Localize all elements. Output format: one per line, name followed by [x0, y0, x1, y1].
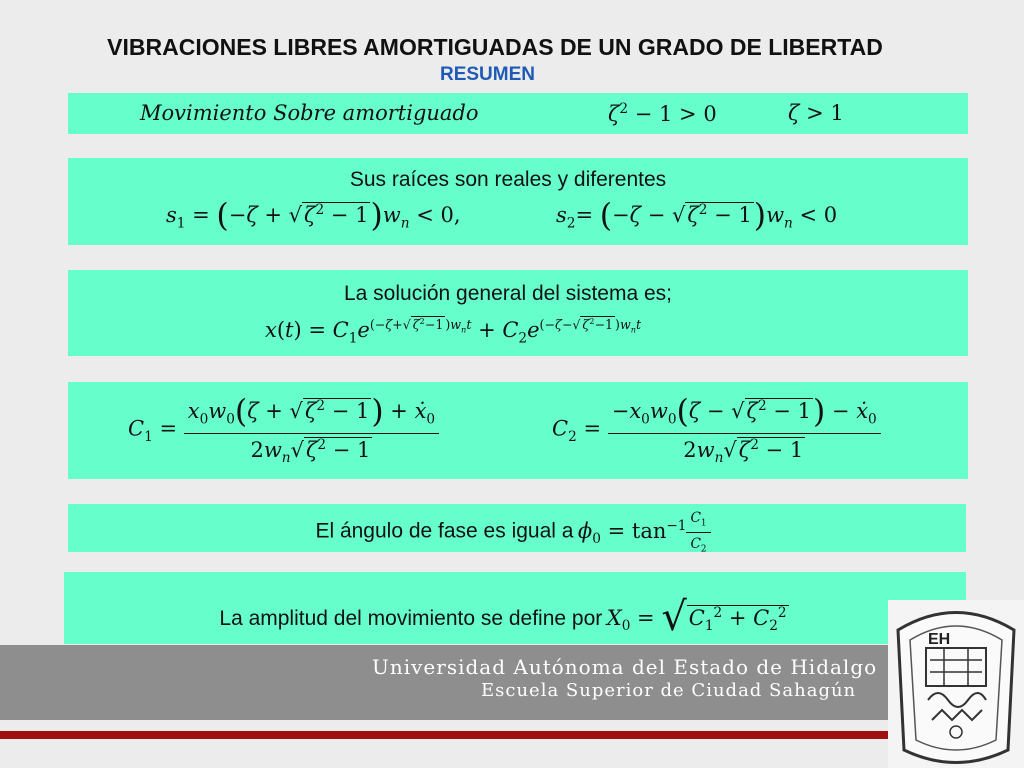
- amplitude-equation: $X_0 = √C_1^2 + C_2^2$: [606, 594, 787, 640]
- footer-accent-line: [0, 731, 890, 739]
- phase-angle-box: [68, 504, 966, 555]
- phase-line: [68, 510, 958, 554]
- page-title: VIBRACIONES LIBRES AMORTIGUADAS DE UN GRADO DE LIBERTAD: [107, 34, 883, 60]
- roots-box: [68, 158, 968, 245]
- root-s1-equation: $s_1 = (-\zeta + √\zeta^2 - 1)w_n < 0$,: [166, 198, 461, 234]
- constants-box: [68, 382, 968, 479]
- phase-label: El ángulo de fase es igual a: [315, 519, 574, 543]
- root-s2-equation: $s_2= (-\zeta - √\zeta^2 - 1)w_n < 0$: [556, 198, 838, 234]
- case-label: Movimiento Sobre amortiguado: [140, 101, 479, 125]
- amplitude-label: La amplitud del movimiento se define por: [219, 607, 603, 631]
- condition-zeta: ζ > 1: [788, 101, 844, 125]
- amplitude-line: [64, 594, 944, 640]
- condition-zeta-squared: $\zeta^2 - 1 > 0$: [608, 101, 717, 126]
- phase-equation: $\phi_0 = \tan^{-1}$ $\frac{C_1}{C_2}$: [578, 519, 711, 543]
- solution-label: La solución general del sistema es;: [343, 282, 673, 305]
- c1-equation: $C_1$ = $\frac{x_0w_0(\zeta + √\zeta^2 - 1) + ẋ_0}{2w_n√\zeta^2 - 1}$: [128, 394, 439, 466]
- university-name: Universidad Autónoma del Estado de Hidalgo: [372, 655, 878, 679]
- page-subtitle: RESUMEN: [439, 64, 535, 85]
- general-solution-box: [68, 270, 968, 356]
- amplitude-box: [64, 572, 966, 644]
- school-name: Escuela Superior de Ciudad Sahagún: [481, 680, 857, 701]
- general-solution-equation: $x(t) = C_1e^{(-\zeta+√ \zeta^2-1 )w_nt} + C_2e^{(-\zeta-√ \zeta^2-1 )w_nt}$: [265, 316, 642, 347]
- c2-equation: $C_2$ = $\frac{-x_0w_0(\zeta - √\zeta^2 - 1) - ẋ_0}{2w_n√\zeta^2 - 1}$: [552, 394, 881, 466]
- overdamped-condition-box: [68, 93, 968, 134]
- roots-label: Sus raíces son reales y diferentes: [349, 168, 667, 191]
- uaeh-seal-icon: [888, 600, 1024, 768]
- svg-text:EH: EH: [928, 631, 951, 648]
